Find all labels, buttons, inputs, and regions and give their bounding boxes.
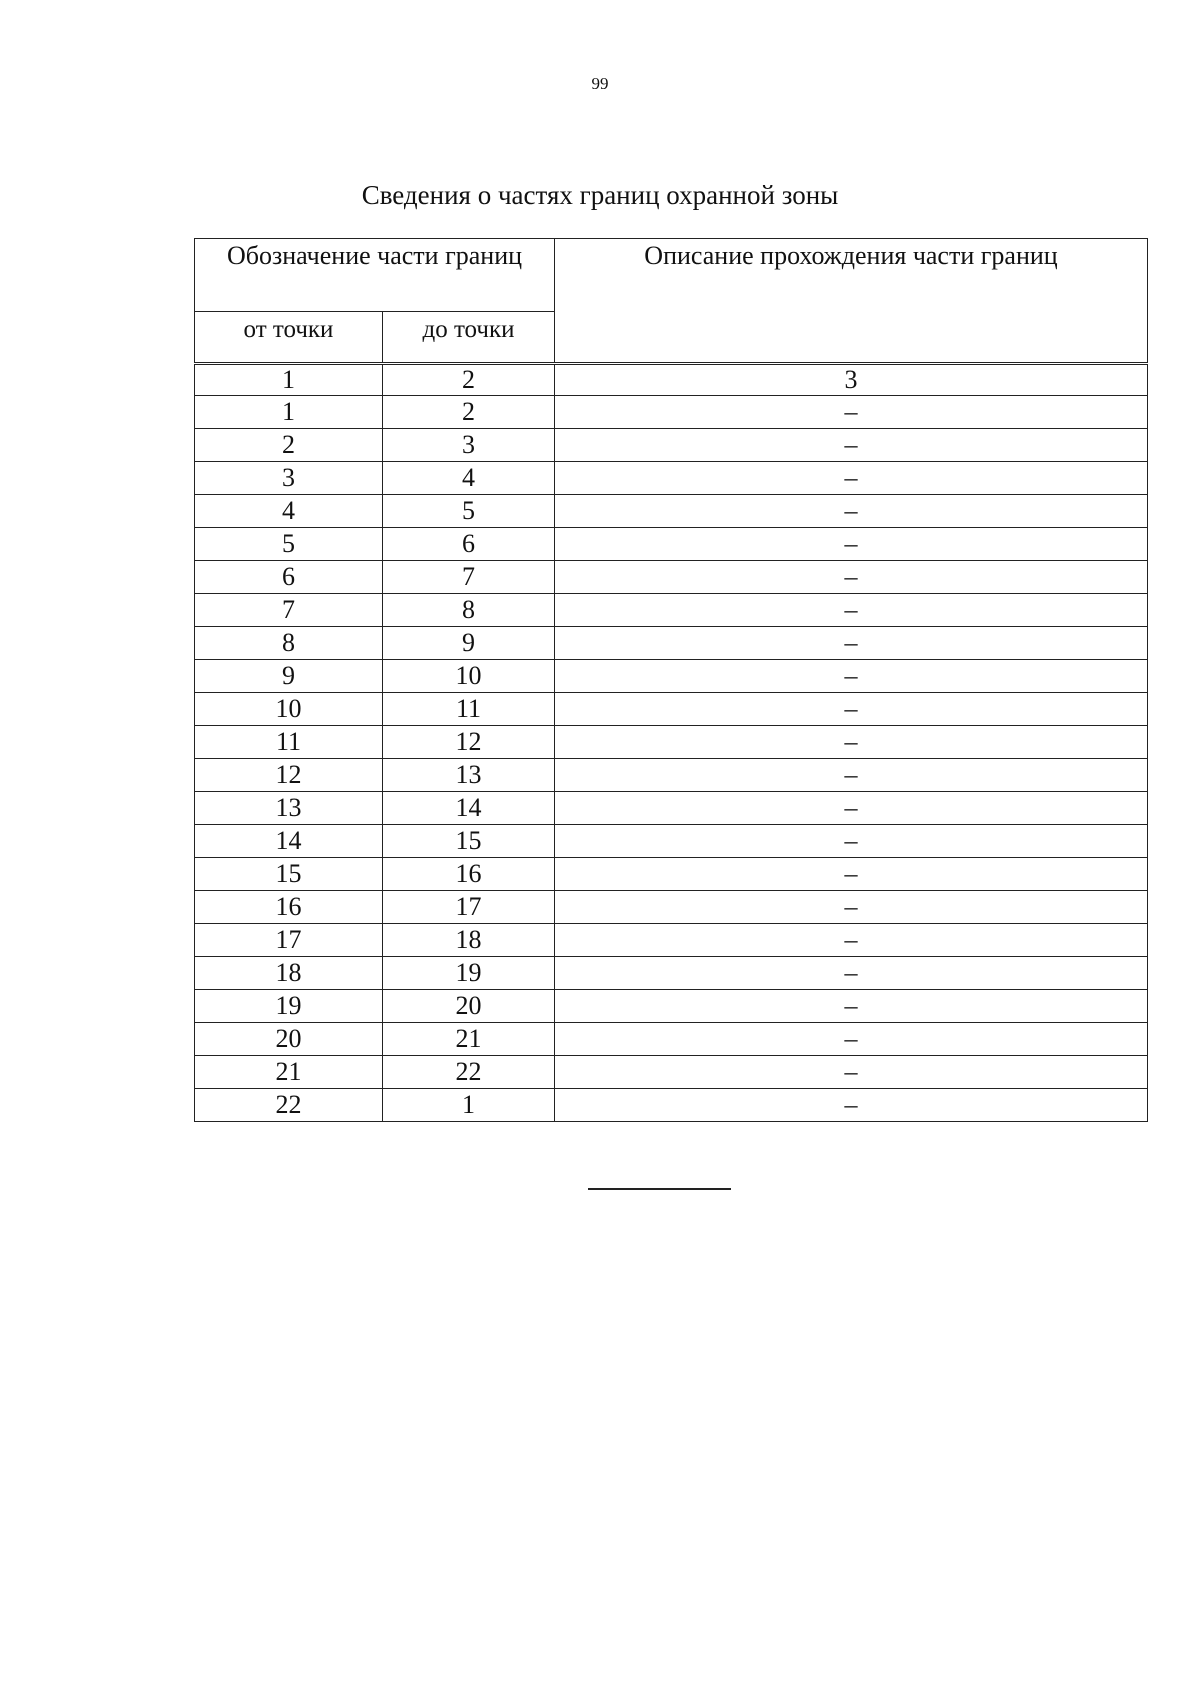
table-row — [195, 429, 1148, 462]
table-row — [195, 561, 1148, 594]
table-row — [195, 660, 1148, 693]
table-row — [195, 891, 1148, 924]
from-point-cell: 19 — [195, 990, 383, 1023]
table-row — [195, 528, 1148, 561]
from-point-cell: 22 — [195, 1089, 383, 1122]
table-row — [195, 594, 1148, 627]
from-point-cell: 21 — [195, 1056, 383, 1089]
end-of-table-rule — [588, 1188, 731, 1190]
from-point-cell: 10 — [195, 693, 383, 726]
from-point-cell: 20 — [195, 1023, 383, 1056]
description-cell: – — [555, 495, 1148, 528]
column-number: 2 — [383, 364, 555, 396]
description-cell: – — [555, 462, 1148, 495]
table-row — [195, 726, 1148, 759]
to-point-cell: 12 — [383, 726, 555, 759]
table-row — [195, 957, 1148, 990]
from-point-cell: 17 — [195, 924, 383, 957]
to-point-cell: 15 — [383, 825, 555, 858]
column-number: 3 — [555, 364, 1148, 396]
from-point-cell: 2 — [195, 429, 383, 462]
to-point-cell: 8 — [383, 594, 555, 627]
table-row — [195, 990, 1148, 1023]
from-point-cell: 13 — [195, 792, 383, 825]
column-number: 1 — [195, 364, 383, 396]
from-point-cell: 11 — [195, 726, 383, 759]
description-cell: – — [555, 1056, 1148, 1089]
description-cell: – — [555, 429, 1148, 462]
description-cell: – — [555, 825, 1148, 858]
to-point-cell: 22 — [383, 1056, 555, 1089]
from-point-cell: 7 — [195, 594, 383, 627]
table-row — [195, 693, 1148, 726]
description-cell: – — [555, 1023, 1148, 1056]
description-cell: – — [555, 660, 1148, 693]
from-point-cell: 5 — [195, 528, 383, 561]
table-row — [195, 825, 1148, 858]
to-point-cell: 4 — [383, 462, 555, 495]
to-point-cell: 11 — [383, 693, 555, 726]
from-point-cell: 15 — [195, 858, 383, 891]
from-point-cell: 1 — [195, 396, 383, 429]
table-row — [195, 759, 1148, 792]
to-point-cell: 1 — [383, 1089, 555, 1122]
description-cell: – — [555, 693, 1148, 726]
table-header — [195, 239, 1148, 364]
from-point-cell: 18 — [195, 957, 383, 990]
description-cell: – — [555, 396, 1148, 429]
from-point-cell: 3 — [195, 462, 383, 495]
description-cell: – — [555, 627, 1148, 660]
from-point-cell: 6 — [195, 561, 383, 594]
to-point-cell: 20 — [383, 990, 555, 1023]
header-boundary-designation: Обозначение части границ — [195, 239, 555, 312]
description-cell: – — [555, 891, 1148, 924]
header-from-point: от точки — [195, 312, 383, 364]
to-point-cell: 3 — [383, 429, 555, 462]
to-point-cell: 17 — [383, 891, 555, 924]
to-point-cell: 18 — [383, 924, 555, 957]
table-row — [195, 792, 1148, 825]
from-point-cell: 14 — [195, 825, 383, 858]
table-row — [195, 1089, 1148, 1122]
to-point-cell: 7 — [383, 561, 555, 594]
table-row — [195, 1023, 1148, 1056]
description-cell: – — [555, 561, 1148, 594]
to-point-cell: 16 — [383, 858, 555, 891]
to-point-cell: 9 — [383, 627, 555, 660]
to-point-cell: 5 — [383, 495, 555, 528]
to-point-cell: 13 — [383, 759, 555, 792]
description-cell: – — [555, 957, 1148, 990]
table-row — [195, 1056, 1148, 1089]
description-cell: – — [555, 594, 1148, 627]
table-row — [195, 495, 1148, 528]
column-numbers-row — [195, 364, 1148, 396]
to-point-cell: 2 — [383, 396, 555, 429]
to-point-cell: 19 — [383, 957, 555, 990]
header-boundary-description: Описание прохождения части границ — [555, 239, 1148, 364]
to-point-cell: 6 — [383, 528, 555, 561]
page-number: 99 — [591, 74, 609, 93]
table-row — [195, 858, 1148, 891]
description-cell: – — [555, 990, 1148, 1023]
document-title: Сведения о частях границ охранной зоны — [361, 180, 839, 210]
table-row — [195, 627, 1148, 660]
boundary-parts-table — [194, 238, 1148, 1122]
description-cell: – — [555, 792, 1148, 825]
table-body — [195, 364, 1148, 1122]
from-point-cell: 9 — [195, 660, 383, 693]
description-cell: – — [555, 528, 1148, 561]
description-cell: – — [555, 1089, 1148, 1122]
description-cell: – — [555, 759, 1148, 792]
to-point-cell: 14 — [383, 792, 555, 825]
description-cell: – — [555, 858, 1148, 891]
from-point-cell: 12 — [195, 759, 383, 792]
header-to-point: до точки — [383, 312, 555, 364]
table-row — [195, 396, 1148, 429]
from-point-cell: 8 — [195, 627, 383, 660]
to-point-cell: 21 — [383, 1023, 555, 1056]
to-point-cell: 10 — [383, 660, 555, 693]
description-cell: – — [555, 924, 1148, 957]
from-point-cell: 16 — [195, 891, 383, 924]
table-row — [195, 462, 1148, 495]
from-point-cell: 4 — [195, 495, 383, 528]
description-cell: – — [555, 726, 1148, 759]
table-row — [195, 924, 1148, 957]
